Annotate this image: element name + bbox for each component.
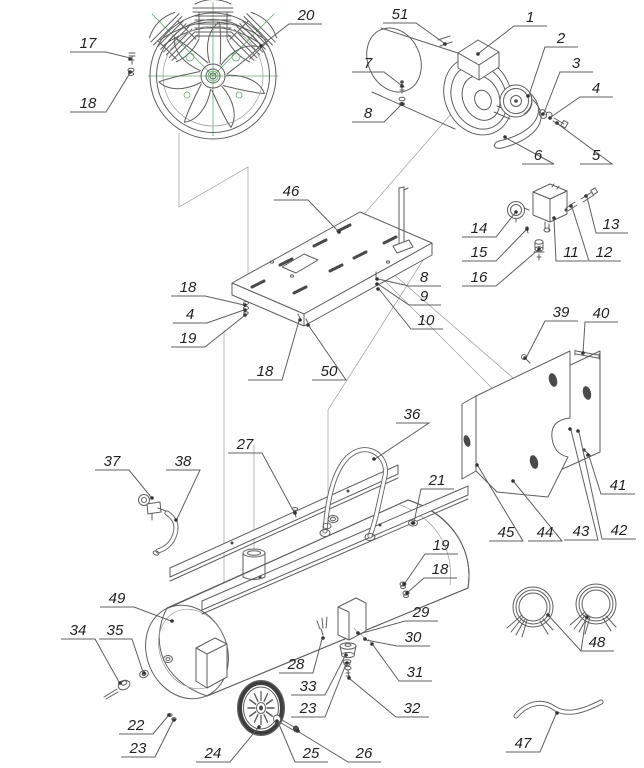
callout-50: [306, 323, 346, 380]
callout-32: [347, 676, 429, 717]
svg-text:33: 33: [299, 678, 317, 695]
hose-coil-2: [570, 584, 616, 634]
svg-text:37: 37: [103, 453, 121, 470]
svg-text:6: 6: [533, 147, 543, 164]
base-plate-drawing: [232, 187, 432, 326]
pressure-switch-group: [508, 184, 598, 260]
svg-text:24: 24: [204, 745, 222, 762]
svg-text:22: 22: [127, 717, 145, 734]
svg-text:41: 41: [609, 477, 627, 494]
svg-text:18: 18: [256, 363, 274, 380]
svg-text:29: 29: [412, 604, 430, 621]
tank-assembly-drawing: [104, 450, 469, 736]
callout-46: [274, 183, 341, 234]
svg-text:4: 4: [591, 80, 601, 97]
svg-text:18: 18: [431, 561, 449, 578]
callout-22: [119, 713, 171, 734]
callout-49: [100, 590, 174, 623]
svg-text:7: 7: [363, 55, 373, 72]
svg-text:43: 43: [572, 523, 590, 540]
elbow-38-glyph: [152, 513, 176, 556]
svg-text:20: 20: [297, 7, 315, 24]
svg-text:30: 30: [404, 629, 422, 646]
svg-text:18: 18: [79, 95, 97, 112]
svg-text:25: 25: [302, 745, 320, 762]
callout-25: [275, 719, 328, 762]
callout-5: [555, 121, 612, 164]
svg-text:17: 17: [79, 35, 97, 52]
svg-text:15: 15: [470, 244, 488, 261]
svg-text:18: 18: [179, 279, 197, 296]
callout-17: [70, 35, 132, 61]
svg-text:35: 35: [106, 622, 124, 639]
svg-text:16: 16: [470, 269, 488, 286]
pulley-glyph: [500, 85, 532, 117]
svg-text:26: 26: [355, 745, 373, 762]
svg-text:9: 9: [419, 288, 429, 305]
callout-36: [372, 406, 429, 461]
belt-guard-drawing: [462, 350, 600, 497]
svg-text:27: 27: [236, 436, 254, 453]
callout-41: [586, 453, 635, 494]
wheel-glyph: [238, 681, 285, 736]
svg-text:13: 13: [602, 216, 620, 233]
svg-text:2: 2: [556, 30, 566, 47]
svg-text:19: 19: [432, 537, 450, 554]
svg-text:12: 12: [595, 244, 613, 261]
pressure-switch-11-glyph: [533, 184, 567, 232]
svg-text:14: 14: [470, 220, 488, 237]
callout-18: [248, 318, 302, 380]
hose-coil-1: [507, 587, 553, 637]
motor-assembly-drawing: [357, 19, 568, 148]
svg-text:1: 1: [525, 9, 535, 26]
svg-text:49: 49: [108, 590, 126, 607]
svg-text:44: 44: [536, 524, 554, 541]
svg-text:23: 23: [299, 700, 317, 717]
svg-text:47: 47: [514, 735, 532, 752]
svg-text:3: 3: [571, 55, 581, 72]
svg-text:31: 31: [406, 664, 424, 681]
guard-panel-45: [462, 351, 570, 497]
callout-3: [541, 55, 593, 116]
pump-assembly-drawing: [128, 0, 281, 139]
callout-4: [548, 80, 613, 120]
svg-text:38: 38: [174, 453, 192, 470]
svg-text:21: 21: [428, 472, 446, 489]
callout-13: [584, 194, 628, 233]
svg-text:5: 5: [591, 147, 601, 164]
svg-text:51: 51: [391, 6, 409, 23]
svg-text:8: 8: [419, 269, 429, 286]
callout-18: [70, 70, 132, 112]
svg-text:36: 36: [403, 406, 421, 423]
svg-text:48: 48: [588, 634, 606, 651]
callout-6: [503, 135, 554, 164]
callout-37: [95, 453, 154, 500]
callout-11: [552, 216, 588, 261]
svg-text:4: 4: [185, 306, 195, 323]
callout-35: [99, 622, 146, 675]
svg-text:19: 19: [179, 330, 197, 347]
callout-2: [526, 30, 578, 98]
svg-text:46: 46: [282, 183, 300, 200]
svg-text:8: 8: [363, 105, 373, 122]
svg-text:32: 32: [403, 700, 421, 717]
svg-text:10: 10: [417, 312, 435, 329]
svg-text:39: 39: [552, 304, 570, 321]
callout-51: [383, 6, 447, 46]
svg-text:42: 42: [610, 522, 628, 539]
callout-27: [228, 436, 297, 515]
callout-31: [370, 642, 432, 681]
svg-text:34: 34: [69, 622, 87, 639]
svg-text:28: 28: [287, 656, 305, 673]
callout-40: [581, 305, 618, 355]
callout-19: [171, 313, 247, 347]
fitting-13-glyph: [581, 188, 598, 202]
callout-8: [352, 102, 404, 122]
svg-text:50: 50: [320, 363, 338, 380]
svg-text:40: 40: [592, 305, 610, 322]
svg-text:11: 11: [563, 244, 579, 261]
callout-38: [166, 453, 200, 522]
svg-text:45: 45: [497, 524, 515, 541]
svg-text:23: 23: [129, 740, 147, 757]
callout-4: [173, 306, 247, 323]
